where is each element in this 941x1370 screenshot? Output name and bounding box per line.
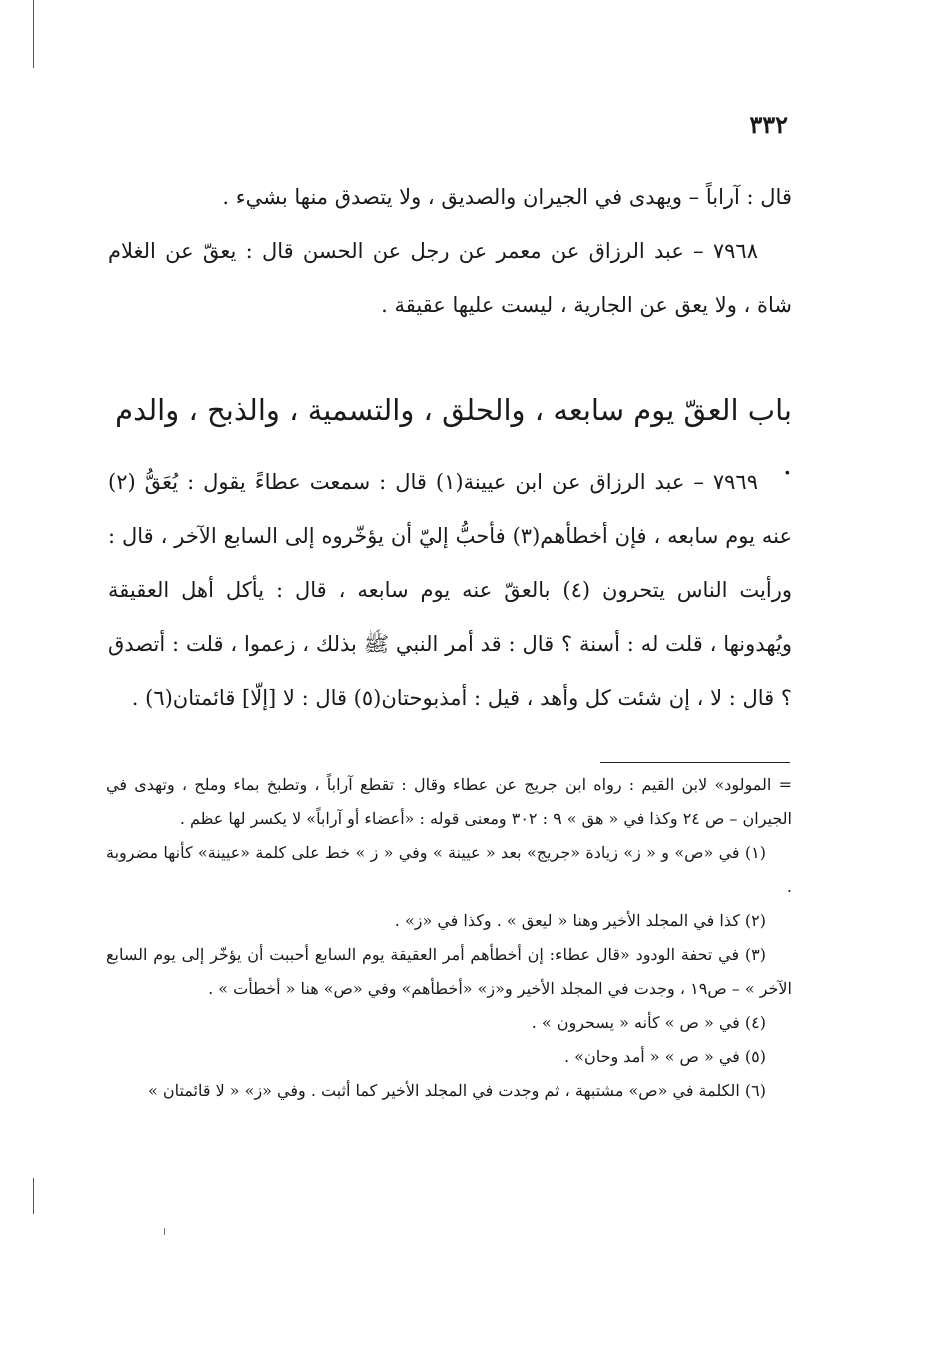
footnote-6: (٦) الكلمة في «ص» مشتبهة ، ثم وجدت في المجلد الأخير كما أثبت . وفي «ز» « لا قائمتان » [147, 1081, 766, 1100]
scan-edge-line-top [33, 0, 34, 68]
hadith-7969-paragraph: ٧٩٦٩ – عبد الرزاق عن ابن عيينة(١) قال : سمعت عطاءً يقول : يُعَقُّ (٢) عنه يوم سابعه ، فإن أخطأهم(٣) فأحبُّ إليّ أن يؤخّروه إلى السابع الآخر ، قال : ورأيت الناس يتحرون (٤) بالعقّ عنه يوم سابعه ، قال : يأكل أهل العقيقة ويُهدونها ، قلت له : أسنة ؟ قال : قد أمر النبي ﷺ بذلك ، زعموا ، قلت : أتصدق ؟ قال : لا ، إن شئت كل وأهد ، قيل : أمذبوحتان(٥) قال : لا [إلّا] قائمتان(٦) . [108, 470, 793, 710]
continuation-paragraph: قال : آراباً – ويهدى في الجيران والصديق ، ولا يتصدق منها بشيء . [222, 185, 792, 209]
footnote-1: (١) في «ص» و « ز» زيادة «جريج» بعد « عيينة » وفي « ز » خط على كلمة «عيينة» كأنها مضروبة . [106, 843, 792, 896]
footnote-5: (٥) في « ص » « أمد وحان» . [564, 1047, 766, 1066]
footnote-continued: = المولود» لابن القيم : رواه ابن جريج عن عطاء وقال : تقطع آراباً ، وتطبخ بماء وملح ، وتهدى في الجيران – ص ٢٤ وكذا في « هق » ٩ : ٣٠٢ ومعنى قوله : «أعضاء أو آراباً» لا يكسر لها عظم . [106, 775, 792, 828]
stray-ink-mark [164, 1228, 165, 1235]
footnote-4: (٤) في « ص » كأنه « يسحرون » . [531, 1013, 766, 1032]
hadith-7968-paragraph: ٧٩٦٨ – عبد الرزاق عن معمر عن رجل عن الحسن قال : يعقّ عن الغلام شاة ، ولا يعق عن الجارية ، ليست عليها عقيقة . [108, 239, 792, 317]
hadith-7969-block [108, 455, 792, 725]
footnote-3: (٣) في تحفة الودود «قال عطاء: إن أخطأهم أمر العقيقة يوم السابع أحببت أن يؤخّر إلى يوم السابع الآخر » – ص١٩ ، وجدت في المجلد الأخير و«ز» «أخطأهم» وفي «ص» هنا « أخطأت » . [106, 945, 792, 998]
upper-text-block [108, 170, 792, 332]
footnote-2: (٢) كذا في المجلد الأخير وهنا « ليعق » . وكذا في «ز» . [394, 911, 766, 930]
page-number: ٣٣٢ [749, 110, 788, 139]
scan-edge-line-bottom [33, 1178, 34, 1214]
chapter-heading: باب العقّ يوم سابعه ، والحلق ، والتسمية ، والذبح ، والدم . [115, 393, 792, 481]
footnotes-block [106, 768, 792, 1108]
footnote-divider [600, 762, 790, 763]
